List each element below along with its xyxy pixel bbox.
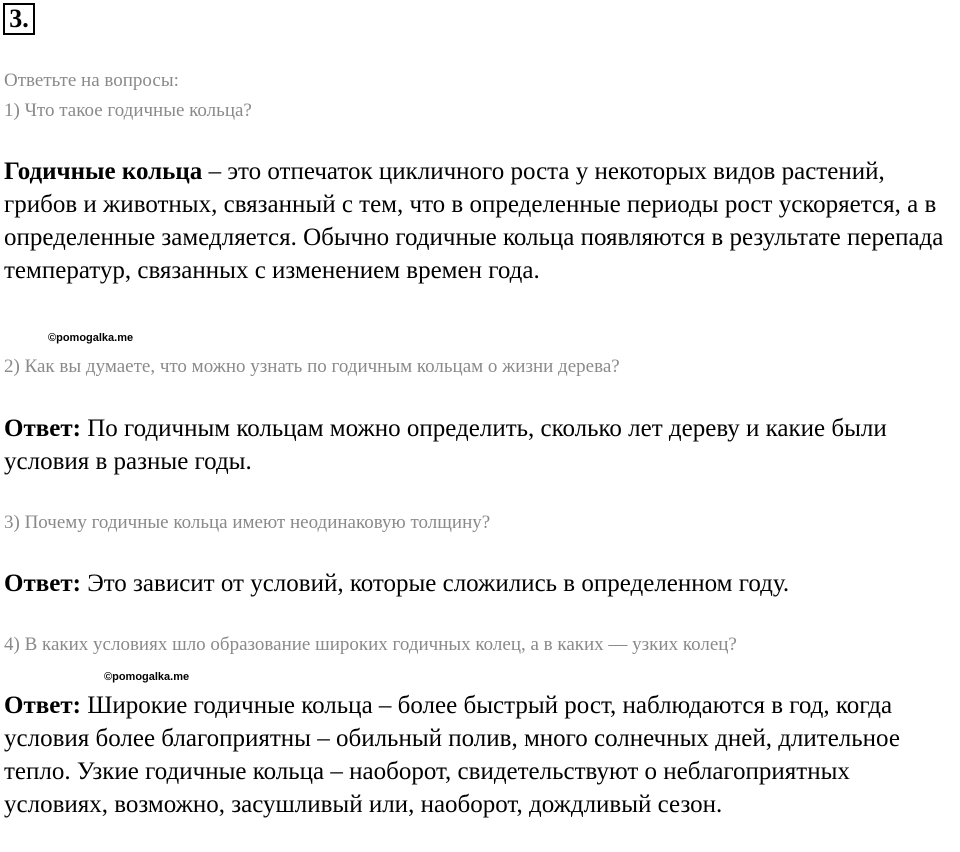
answer-4-lead: Ответ: xyxy=(4,692,81,719)
answer-1-text: – это отпечаток цикличного роста у некоторых видов растений, грибов и животных, связанный с тем, что в определенные периоды рост ускоряется, а в определенные замедляется. Обычно годичные кольца появляются в результате перепада температур, связанных с изменением времен года. xyxy=(4,158,944,284)
answer-3-text: Это зависит от условий, которые сложились в определенном году. xyxy=(80,570,790,597)
question-1: 1) Что такое годичные кольца? xyxy=(4,100,252,121)
answer-3 xyxy=(4,567,959,600)
answer-4 xyxy=(4,689,959,821)
answer-3-lead: Ответ: xyxy=(4,570,81,597)
question-2: 2) Как вы думаете, что можно узнать по годичным кольцам о жизни дерева? xyxy=(4,356,620,377)
watermark-2: ©pomogalka.me xyxy=(104,671,190,683)
answer-4-text: Широкие годичные кольца – более быстрый рост, наблюдаются в год, когда условия более благоприятны – обильный полив, много солнечных дней, длительное тепло. Узкие годичные кольца – наоборот, свидетельствуют о неблагоприятных условиях, возможно, засушливый или, наоборот, дождливый сезон. xyxy=(4,692,900,818)
question-4: 4) В каких условиях шло образование широких годичных колец, а в каких — узких колец? xyxy=(4,634,737,655)
question-3: 3) Почему годичные кольца имеют неодинаковую толщину? xyxy=(4,512,491,533)
answer-1 xyxy=(4,155,959,287)
answer-2 xyxy=(4,412,959,478)
intro-text: Ответьте на вопросы: xyxy=(4,70,179,91)
task-number-box: 3. xyxy=(3,3,35,35)
answer-2-lead: Ответ: xyxy=(4,415,81,442)
watermark-1: ©pomogalka.me xyxy=(48,332,134,344)
answer-2-text: По годичным кольцам можно определить, сколько лет дереву и какие были условия в разные годы. xyxy=(4,415,887,475)
answer-1-lead: Годичные кольца xyxy=(4,158,203,185)
